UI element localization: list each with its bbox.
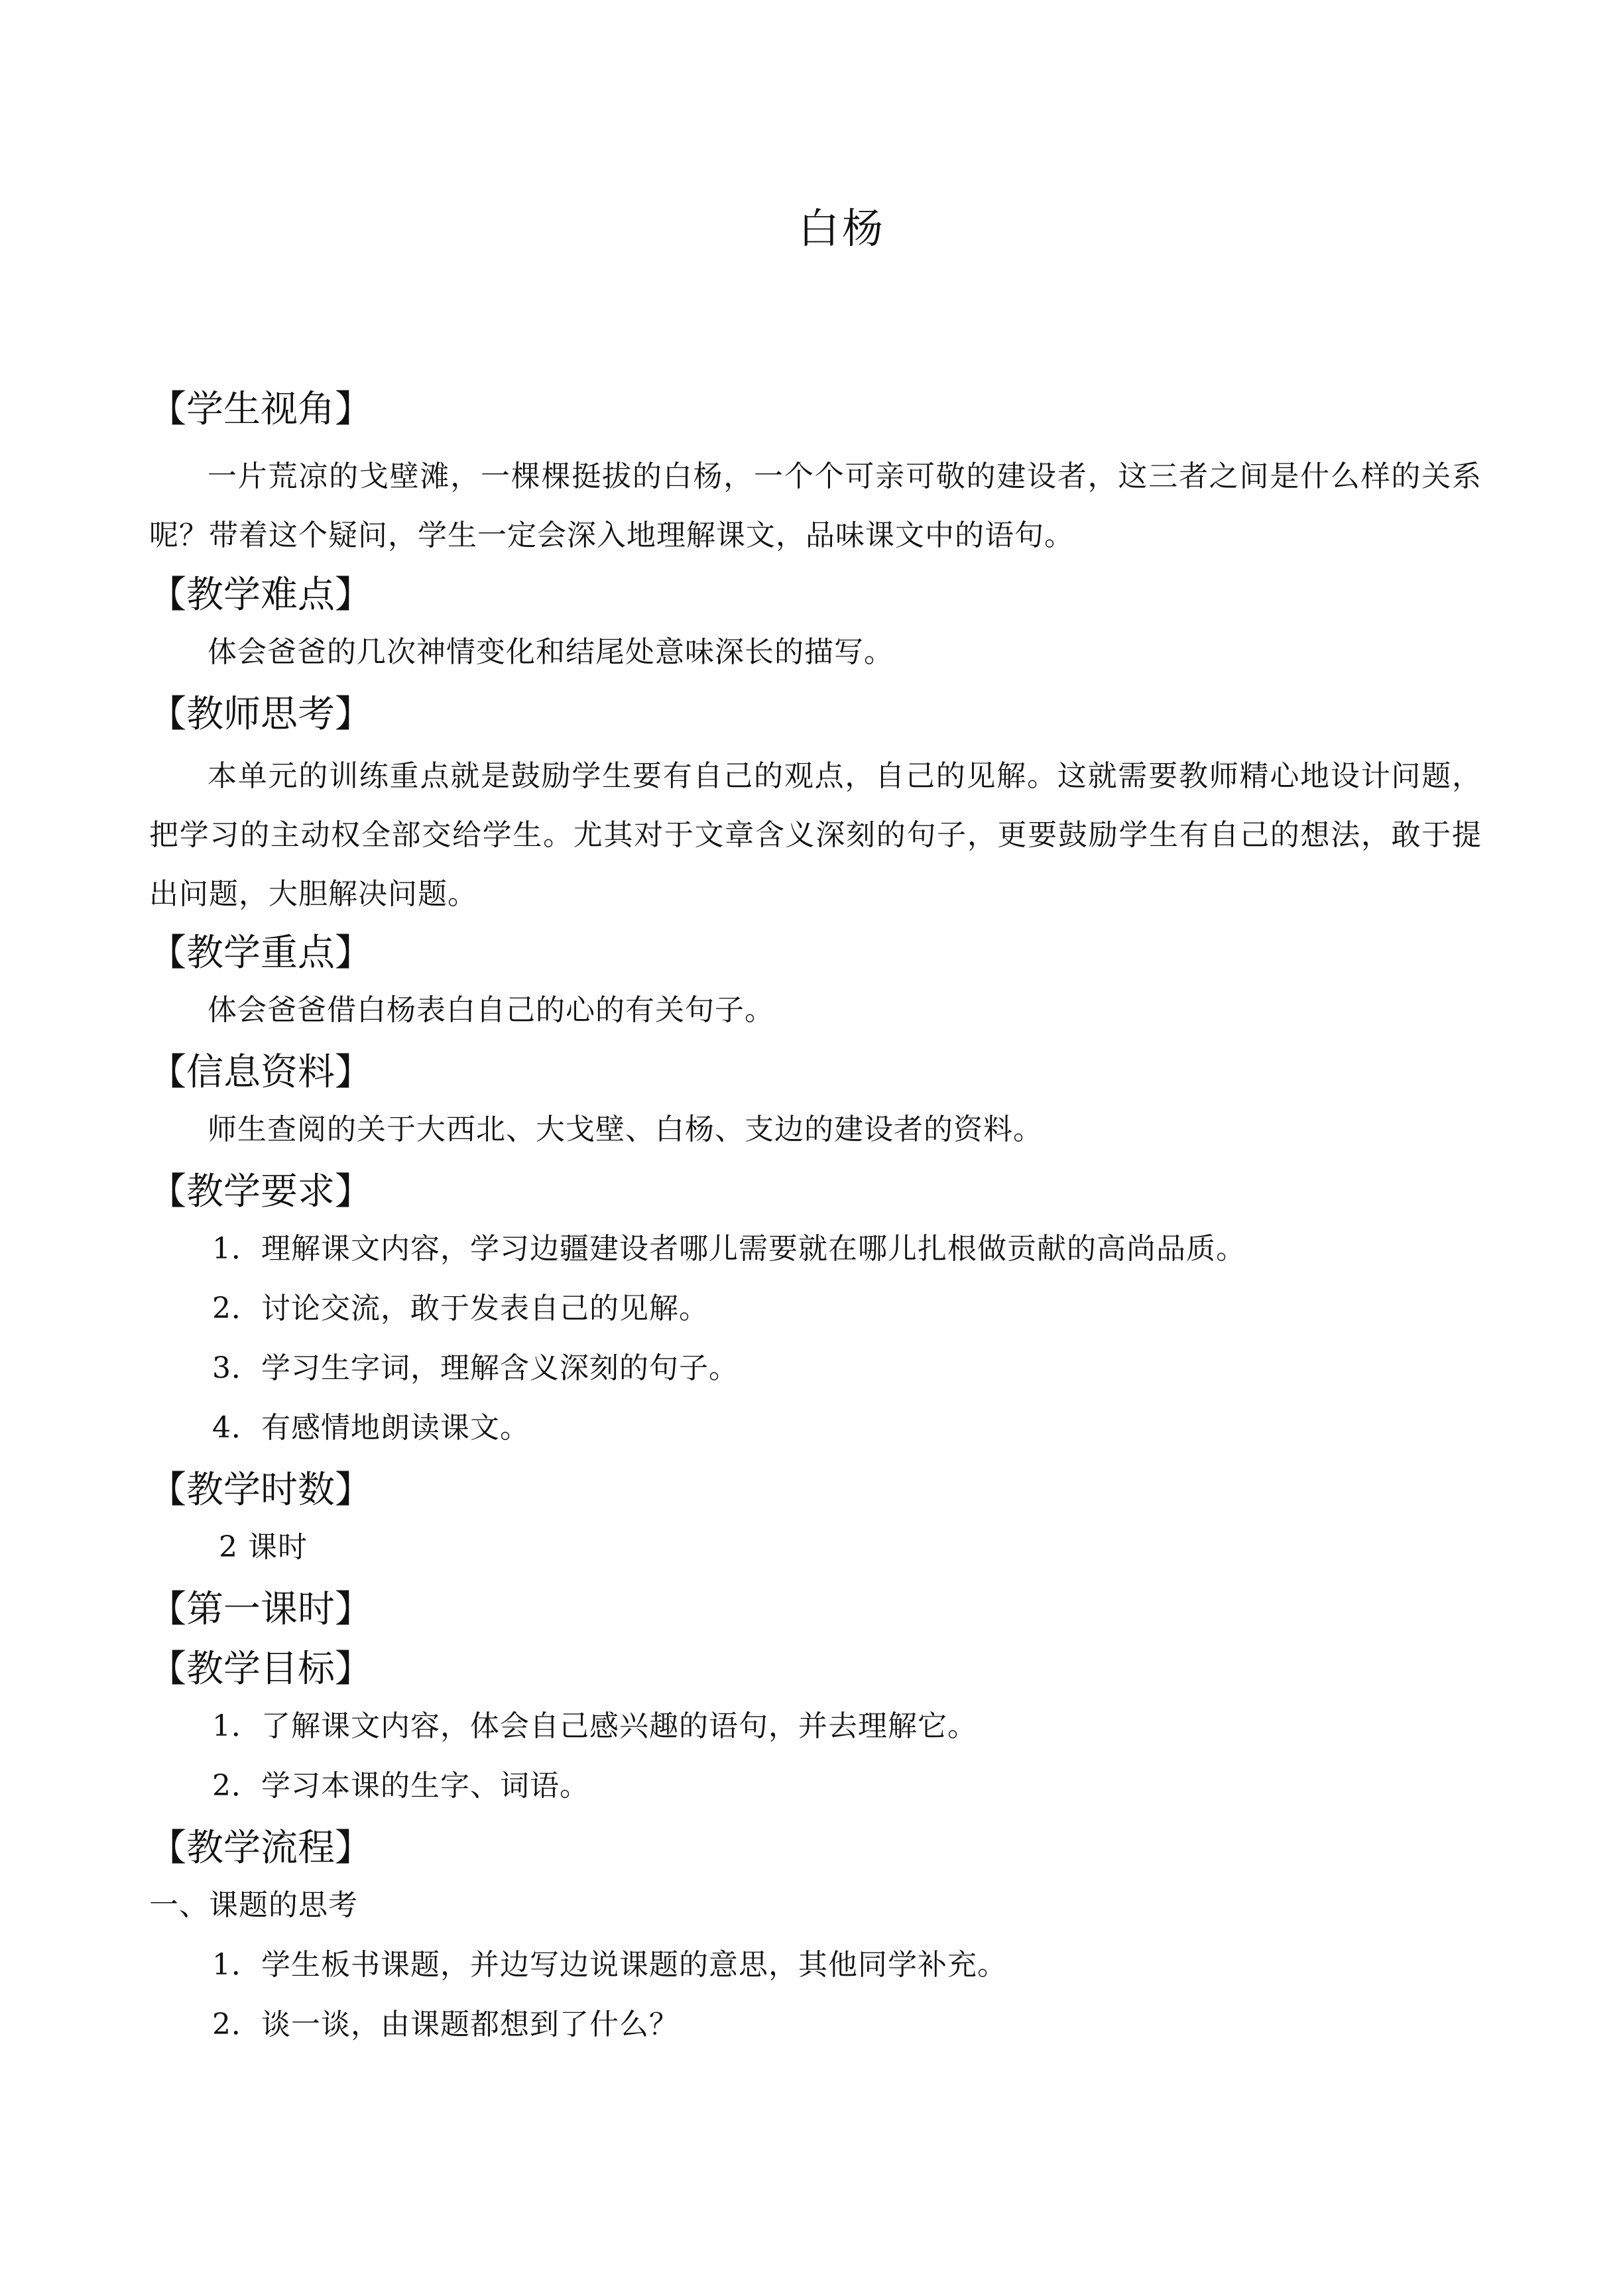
heading-teaching-difficulty: 【教学难点】 (149, 574, 372, 617)
heading-information: 【信息资料】 (149, 1051, 372, 1094)
paragraph-key-points: 体会爸爸借白杨表白自己的心的有关句子。 (208, 993, 774, 1027)
list-item: 2．讨论交流，敢于发表自己的见解。 (212, 1292, 709, 1325)
list-item: 1．理解课文内容，学习边疆建设者哪儿需要就在哪儿扎根做贡献的高尚品质。 (212, 1232, 1246, 1266)
subheading-topic-thinking: 一、课题的思考 (149, 1888, 358, 1922)
page-title: 白杨 (798, 204, 886, 253)
heading-objectives: 【教学目标】 (149, 1648, 372, 1691)
heading-teacher-thinking: 【教师思考】 (149, 693, 372, 736)
paragraph-hours: 2 课时 (219, 1530, 308, 1564)
heading-requirements: 【教学要求】 (149, 1170, 372, 1213)
list-item: 3．学习生字词，理解含义深刻的句子。 (212, 1351, 739, 1385)
heading-first-lesson: 【第一课时】 (149, 1588, 372, 1631)
paragraph-teacher-thinking: 本单元的训练重点就是鼓励学生要有自己的观点，自己的见解。这就需要教师精心地设计问题，把学习的主动权全部交给学生。尤其对于文章含义深刻的句子，更要鼓励学生有自己的想法，敢于提出问题，大胆解决问题。 (149, 759, 1482, 911)
list-item: 1．了解课文内容，体会自己感兴趣的语句，并去理解它。 (212, 1709, 977, 1743)
paragraph-teaching-difficulty: 体会爸爸的几次神情变化和结尾处意味深长的描写。 (208, 635, 894, 669)
heading-key-points: 【教学重点】 (149, 932, 372, 975)
heading-process: 【教学流程】 (149, 1827, 372, 1870)
paragraph-student-view: 一片荒凉的戈壁滩，一棵棵挺拔的白杨，一个个可亲可敬的建设者，这三者之间是什么样的关系呢？带着这个疑问，学生一定会深入地理解课文，品味课文中的语句。 (149, 459, 1482, 552)
paragraph-information: 师生查阅的关于大西北、大戈壁、白杨、支边的建设者的资料。 (208, 1113, 1043, 1146)
heading-hours: 【教学时数】 (149, 1469, 372, 1512)
list-item: 2．学习本课的生字、词语。 (212, 1769, 589, 1803)
list-item: 2．谈一谈，由课题都想到了什么？ (212, 2008, 679, 2041)
list-item: 1．学生板书课题，并边写边说课题的意思，其他同学补充。 (212, 1948, 1007, 1982)
heading-student-view: 【学生视角】 (149, 388, 372, 431)
list-item: 4．有感情地朗读课文。 (212, 1411, 530, 1445)
